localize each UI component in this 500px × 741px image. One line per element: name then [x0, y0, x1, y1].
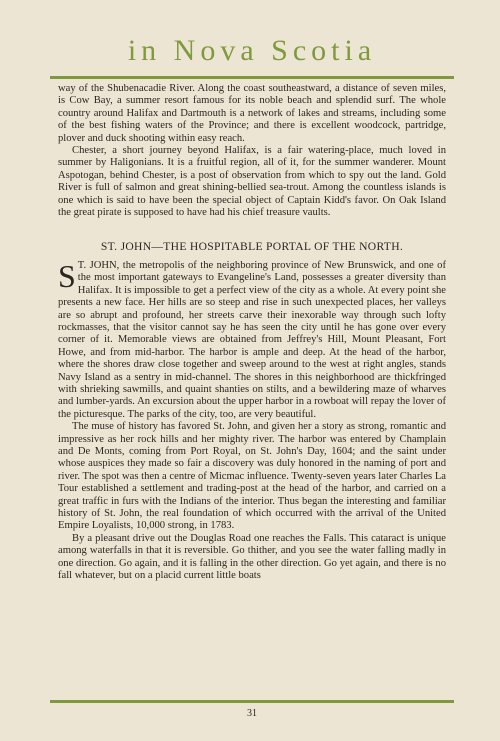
- drop-cap-letter: S: [58, 257, 76, 294]
- body-paragraph: The muse of history has favored St. John, and given her a story as strong, romantic and impressive as her rock hills and her mighty river. The harbor was entered by Champlain and De Monts, coming from Port Royal, on St. John's Day, 1604; and the saint under whose auspices they made so fair a discovery was duly honored in the naming of port and river. The spot was then a centre of Micmac influence. Twenty-seven years later Charles La Tour established a settlement and trading-post at the head of the harbor, and carried on a great traffic in furs with the Indians of the interior. Thus began the interesting and familiar history of St. John, the real foundation of which occurred with the arrival of the United Empire Loyalists, 10,000 strong, in 1783.: [58, 421, 446, 532]
- header-rule: [50, 76, 454, 79]
- page-body: [58, 83, 446, 582]
- section-heading: ST. JOHN—THE HOSPITABLE PORTAL OF THE NORTH.: [100, 240, 404, 254]
- body-paragraph: way of the Shubenacadie River. Along the coast southeastward, a distance of seven miles, is Cow Bay, a summer resort famous for its noble beach and splendid surf. The whole country around Halifax and Dartmouth is a network of lakes and streams, including some of the best fishing waters of the Province; and there is excellent woodcock, partridge, plover and duck shooting within easy reach.: [58, 83, 446, 144]
- body-paragraph: Chester, a short journey beyond Halifax, is a fair watering-place, much loved in summer by Haligonians. It is a fruitful region, all of it, for the summer wanderer. Mount Aspotogan, behind Chester, is a post of observation from which to spy out the land. Gold River is full of salmon and great shining-bellied sea-trout. Among the countless islands is one which is said to have been the special object of Captain Kidd's favor. On Oak Island the great pirate is supposed to have had his chief treasure vaults.: [58, 145, 446, 219]
- section-first-paragraph: [58, 257, 446, 421]
- page-number: 31: [247, 708, 257, 719]
- body-paragraph: By a pleasant drive out the Douglas Road one reaches the Falls. This cataract is unique among waterfalls in that it is reversible. Go thither, and you see the water falling madly in one direction. Go again, and it is falling in the other direction. Go yet again, and there is no fall whatever, but on a placid current little boats: [58, 532, 446, 582]
- page-footer: [50, 700, 454, 722]
- footer-rule: [50, 700, 454, 703]
- running-header: in Nova Scotia: [127, 34, 377, 67]
- first-paragraph-text: T. JOHN, the metropolis of the neighboring province of New Brunswick, and one of the most important gateways to Evangeline's Land, possesses a greater diversity than Halifax. It is impossible to get a perfect view of the city as a whole. At every point she presents a new face. Her hills are so steep and rise in such unexpected places, her valleys are so abrupt and profound, her streets carve their inexorable way through such lofty rockmasses, that the visitor cannot say he has seen the city until he has gone over every corner of it. Memorable views are obtained from Jeffrey's Hill, Mount Pleasant, Fort Howe, and from mid-harbor. The harbor is ample and deep. At the head of the harbor, where the shores draw close together and sweep around to the west at right angles, stands Navy Island as a sentry in mid-channel. The shores in this neighborhood are thickfringed with shrieking sawmills, and quaint shanties on stilts, and a bewildering maze of wharves and lumber-yards. An excursion about the upper harbor in a rowboat will repay the lover of the picturesque. The parks of the city, too, are very beautiful.: [58, 259, 446, 420]
